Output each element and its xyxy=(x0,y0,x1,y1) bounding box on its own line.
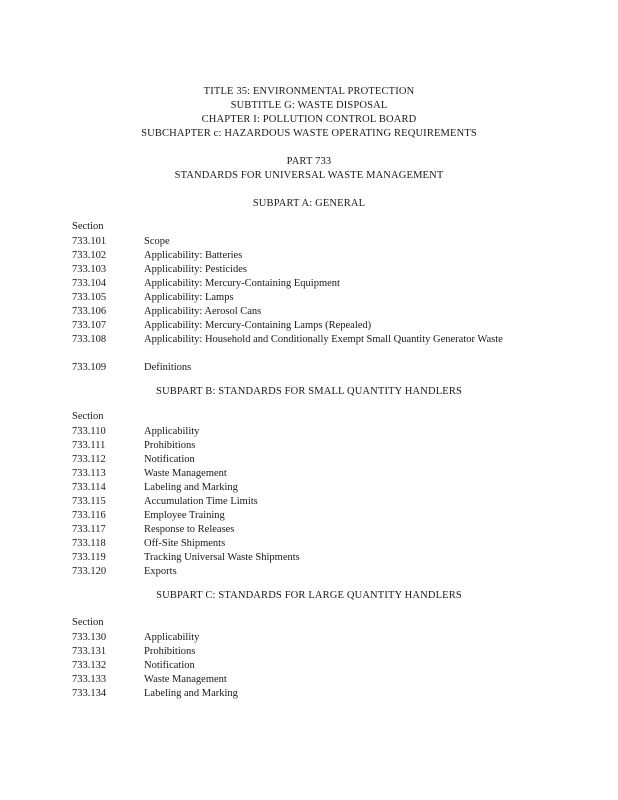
toc-entry xyxy=(72,235,552,249)
toc-entry xyxy=(72,631,552,645)
section-title: Accumulation Time Limits xyxy=(144,496,258,507)
toc-entry xyxy=(72,509,552,523)
subpart-b-section-label: Section xyxy=(72,411,104,422)
section-title: Applicability xyxy=(144,426,200,437)
toc-entry xyxy=(72,263,552,277)
section-number: 733.134 xyxy=(72,688,107,699)
toc-entry xyxy=(72,425,552,439)
toc-entry xyxy=(72,659,552,673)
subpart-c-heading: SUBPART C: STANDARDS FOR LARGE QUANTITY HANDLERS xyxy=(156,590,462,601)
toc-entry xyxy=(72,319,552,333)
toc-entry xyxy=(72,305,552,319)
title-heading: TITLE 35: ENVIRONMENTAL PROTECTION xyxy=(203,86,415,97)
section-title: Employee Training xyxy=(144,510,225,521)
section-title: Definitions xyxy=(144,362,192,373)
section-title: Waste Management xyxy=(144,674,227,685)
section-title: Scope xyxy=(144,236,170,247)
section-title: Response to Releases xyxy=(144,524,235,535)
section-number: 733.115 xyxy=(72,496,106,507)
toc-entry xyxy=(72,333,552,361)
toc-entry xyxy=(72,439,552,453)
section-number: 733.113 xyxy=(72,468,106,479)
section-title: Tracking Universal Waste Shipments xyxy=(144,552,300,563)
toc-entry xyxy=(72,453,552,467)
subpart-c-section-label: Section xyxy=(72,617,104,628)
section-number: 733.107 xyxy=(72,320,107,331)
toc-entry xyxy=(72,523,552,537)
section-title: Applicability: Mercury-Containing Equipment xyxy=(144,278,340,289)
section-number: 733.111 xyxy=(72,440,106,451)
section-title: Applicability xyxy=(144,632,200,643)
toc-entry xyxy=(72,481,552,495)
section-title: Prohibitions xyxy=(144,440,196,451)
part-name: STANDARDS FOR UNIVERSAL WASTE MANAGEMENT xyxy=(174,170,444,181)
section-number: 733.133 xyxy=(72,674,107,685)
section-number: 733.118 xyxy=(72,538,106,549)
section-number: 733.112 xyxy=(72,454,106,465)
toc-entry xyxy=(72,537,552,551)
section-title: Applicability: Batteries xyxy=(144,250,243,261)
section-title: Applicability: Household and Conditionally Exempt Small Quantity Generator Waste xyxy=(144,334,503,345)
section-title: Applicability: Pesticides xyxy=(144,264,247,275)
toc-entry xyxy=(72,249,552,263)
section-number: 733.110 xyxy=(72,426,106,437)
subpart-b-heading: SUBPART B: STANDARDS FOR SMALL QUANTITY HANDLERS xyxy=(156,386,462,397)
section-title: Waste Management xyxy=(144,468,227,479)
subpart-b-list xyxy=(72,425,552,579)
toc-entry xyxy=(72,673,552,687)
section-title: Labeling and Marking xyxy=(144,688,238,699)
toc-entry xyxy=(72,361,552,375)
section-number: 733.109 xyxy=(72,362,107,373)
section-number: 733.117 xyxy=(72,524,106,535)
toc-entry xyxy=(72,687,552,701)
section-title: Notification xyxy=(144,660,195,671)
section-number: 733.103 xyxy=(72,264,107,275)
subpart-a-section-label: Section xyxy=(72,221,104,232)
section-title: Applicability: Mercury-Containing Lamps (Repealed) xyxy=(144,320,372,331)
toc-entry xyxy=(72,291,552,305)
chapter-heading: CHAPTER I: POLLUTION CONTROL BOARD xyxy=(201,114,417,125)
section-title: Applicability: Lamps xyxy=(144,292,234,303)
section-number: 733.105 xyxy=(72,292,107,303)
section-title: Notification xyxy=(144,454,195,465)
section-title: Labeling and Marking xyxy=(144,482,238,493)
subpart-c-list xyxy=(72,631,552,701)
subpart-a-list xyxy=(72,235,552,375)
toc-entry xyxy=(72,467,552,481)
section-number: 733.104 xyxy=(72,278,107,289)
section-number: 733.101 xyxy=(72,236,107,247)
section-number: 733.114 xyxy=(72,482,106,493)
section-title: Off-Site Shipments xyxy=(144,538,226,549)
section-number: 733.119 xyxy=(72,552,106,563)
section-number: 733.102 xyxy=(72,250,107,261)
section-title: Prohibitions xyxy=(144,646,196,657)
section-number: 733.132 xyxy=(72,660,107,671)
subchapter-heading: SUBCHAPTER c: HAZARDOUS WASTE OPERATING REQUIREMENTS xyxy=(141,128,477,139)
toc-entry xyxy=(72,565,552,579)
section-number: 733.130 xyxy=(72,632,107,643)
section-number: 733.120 xyxy=(72,566,107,577)
subpart-a-heading: SUBPART A: GENERAL xyxy=(252,198,366,209)
section-number: 733.116 xyxy=(72,510,106,521)
subtitle-heading: SUBTITLE G: WASTE DISPOSAL xyxy=(230,100,388,111)
toc-entry xyxy=(72,551,552,565)
toc-entry xyxy=(72,277,552,291)
toc-entry xyxy=(72,645,552,659)
part-number: PART 733 xyxy=(286,156,332,167)
section-title: Applicability: Aerosol Cans xyxy=(144,306,262,317)
section-number: 733.131 xyxy=(72,646,107,657)
section-number: 733.106 xyxy=(72,306,107,317)
section-title: Exports xyxy=(144,566,177,577)
toc-entry xyxy=(72,495,552,509)
section-number: 733.108 xyxy=(72,334,107,345)
